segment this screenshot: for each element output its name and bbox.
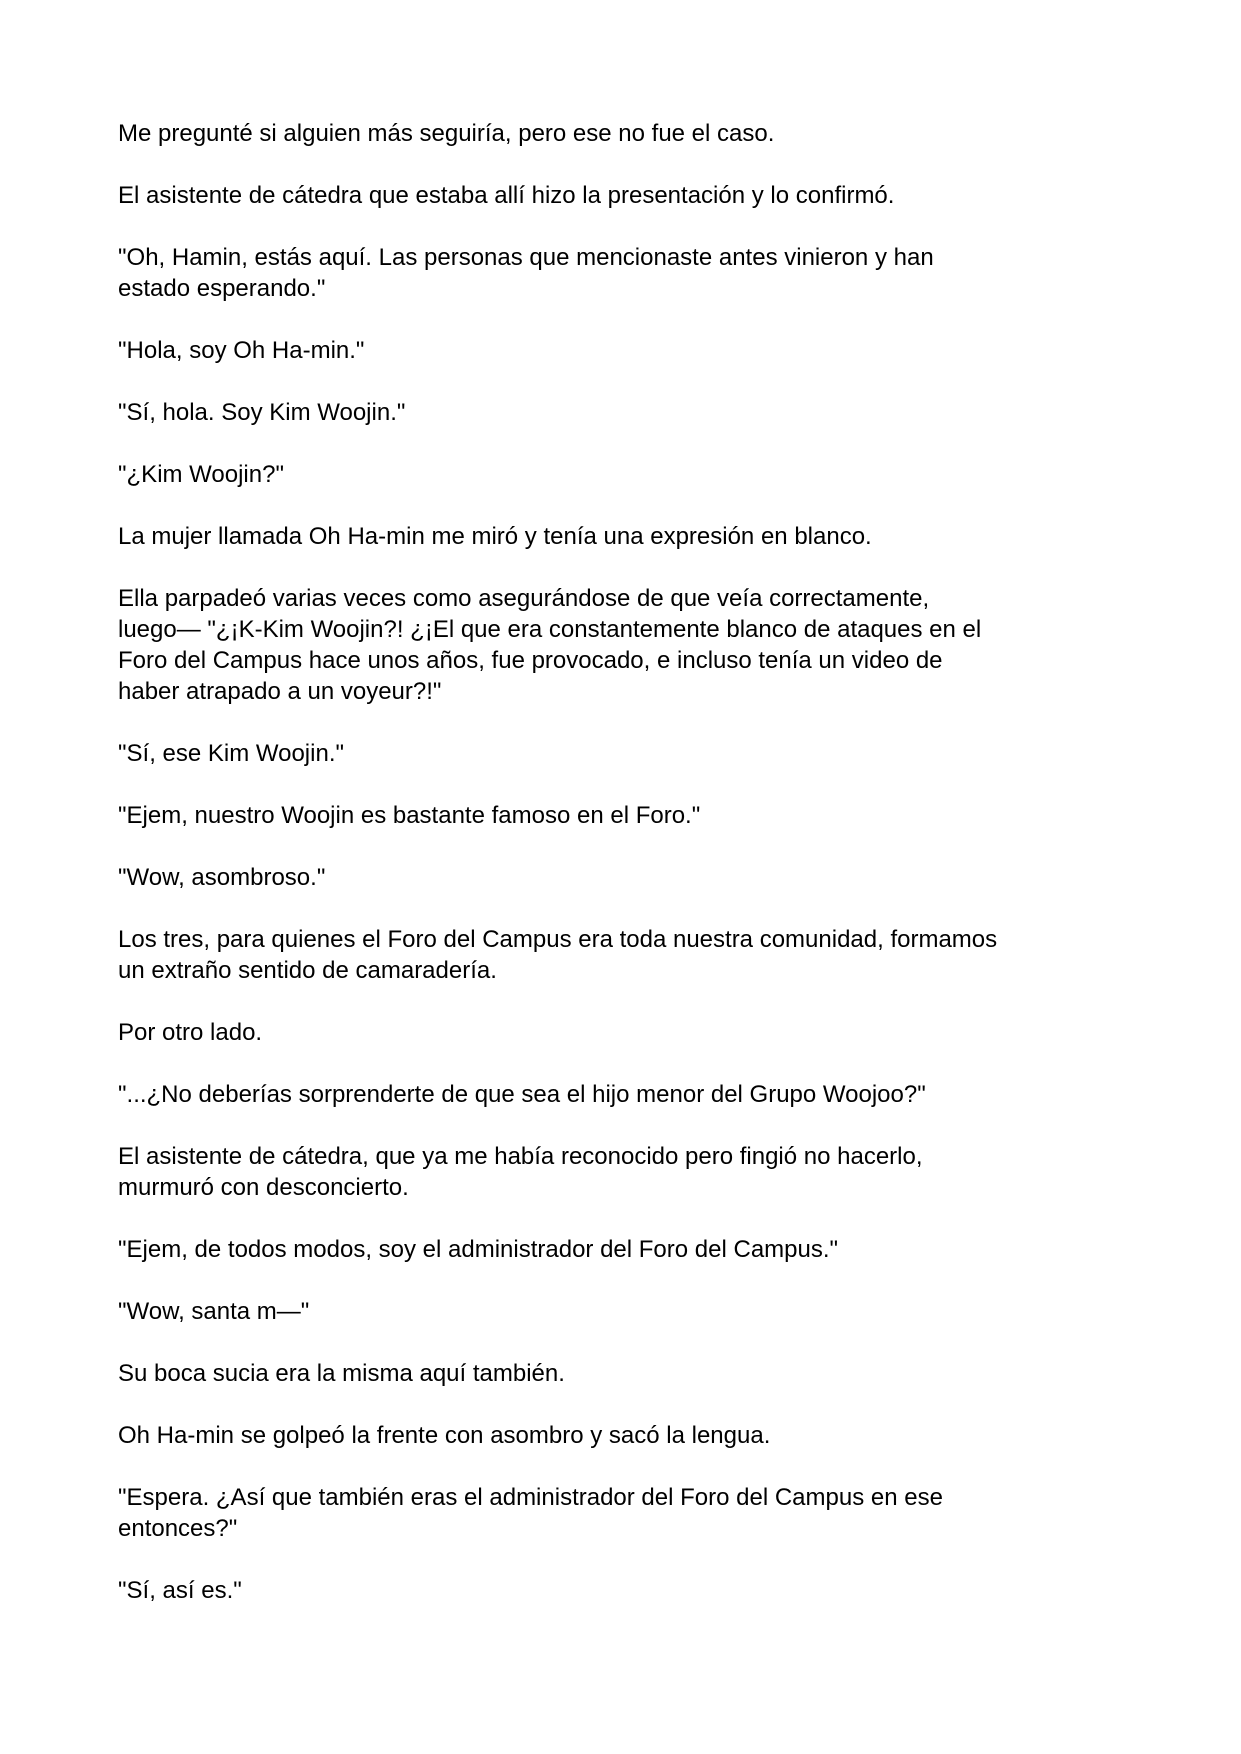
paragraph: "Wow, santa m—" xyxy=(118,1298,310,1325)
paragraph: "Wow, asombroso." xyxy=(118,864,326,891)
paragraph: "Sí, hola. Soy Kim Woojin." xyxy=(118,399,406,426)
paragraph: Me pregunté si alguien más seguiría, pero ese no fue el caso. xyxy=(118,120,775,147)
paragraph: "Sí, así es." xyxy=(118,1577,242,1604)
paragraph: "Espera. ¿Así que también eras el administrador del Foro del Campus en ese entonces?" xyxy=(118,1484,943,1542)
paragraph: Los tres, para quienes el Foro del Campus era toda nuestra comunidad, formamos un extraño sentido de camaradería. xyxy=(118,926,998,984)
paragraph: "Ejem, nuestro Woojin es bastante famoso en el Foro." xyxy=(118,802,701,829)
paragraph: Por otro lado. xyxy=(118,1019,263,1046)
paragraph: Oh Ha-min se golpeó la frente con asombro y sacó la lengua. xyxy=(118,1422,771,1449)
paragraph: "Ejem, de todos modos, soy el administrador del Foro del Campus." xyxy=(118,1236,839,1263)
paragraph: Ella parpadeó varias veces como asegurándose de que veía correctamente, luego— "¿¡K-Kim Woojin?! ¿¡El que era constantemente blanco de ataques en el Foro del Campus hace unos años, fue provocado, e incluso tenía un video de haber atrapado a un voyeur?!" xyxy=(118,585,982,705)
paragraph: "Oh, Hamin, estás aquí. Las personas que mencionaste antes vinieron y han estado esperando." xyxy=(118,244,934,302)
paragraph: "Sí, ese Kim Woojin." xyxy=(118,740,345,767)
paragraph: El asistente de cátedra que estaba allí hizo la presentación y lo confirmó. xyxy=(118,182,895,209)
paragraph: Su boca sucia era la misma aquí también. xyxy=(118,1360,565,1387)
paragraph: La mujer llamada Oh Ha-min me miró y tenía una expresión en blanco. xyxy=(118,523,872,550)
paragraph: "¿Kim Woojin?" xyxy=(118,461,284,488)
paragraph: "...¿No deberías sorprenderte de que sea el hijo menor del Grupo Woojoo?" xyxy=(118,1081,926,1108)
paragraph: "Hola, soy Oh Ha-min." xyxy=(118,337,365,364)
paragraph: El asistente de cátedra, que ya me había reconocido pero fingió no hacerlo, murmuró con desconcierto. xyxy=(118,1143,923,1201)
